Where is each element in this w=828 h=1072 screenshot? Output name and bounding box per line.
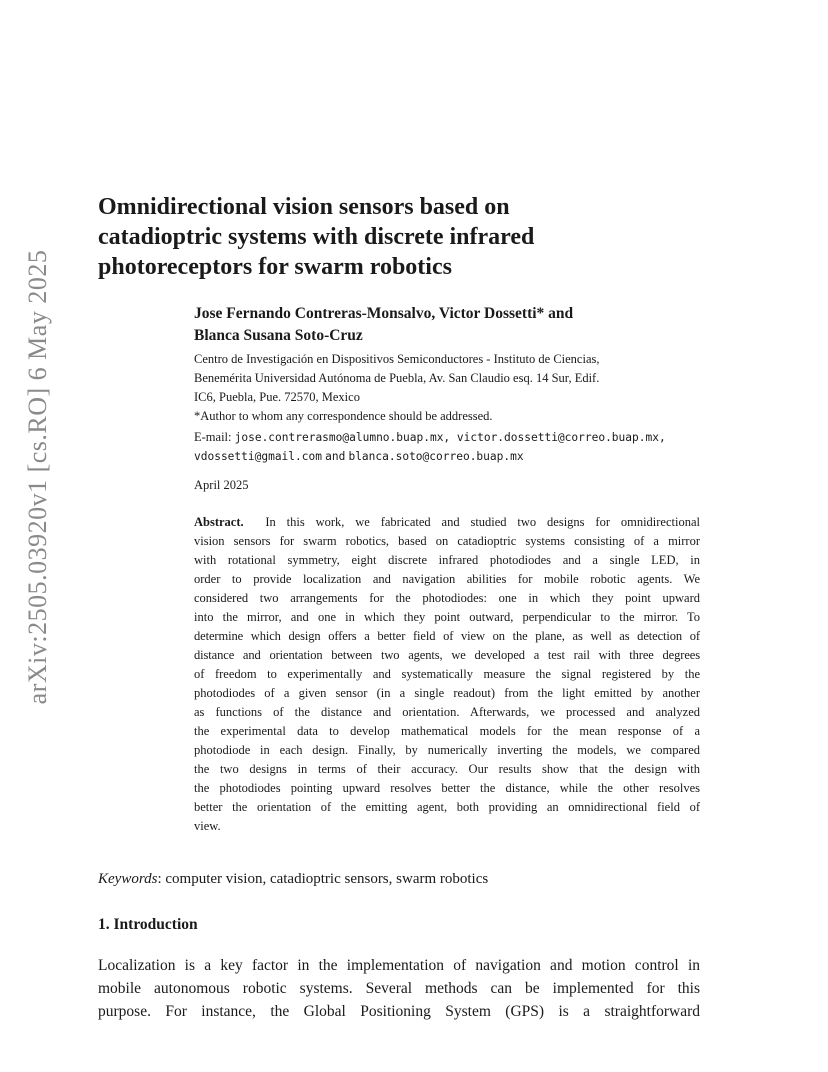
abstract-line: considered two arrangements for the photodiodes: one in which they point upward xyxy=(194,591,700,605)
email-line xyxy=(194,447,714,466)
author-list xyxy=(194,303,714,347)
abstract-heading: Abstract. xyxy=(194,515,244,529)
keywords xyxy=(98,871,488,888)
abstract-line: photodiode in each design. Finally, by numerically inverting the models, we compared xyxy=(194,743,700,757)
paragraph-line: purpose. For instance, the Global Positioning System (GPS) is a straightforward xyxy=(98,1003,700,1020)
email-block xyxy=(194,428,714,466)
author-line: Jose Fernando Contreras-Monsalvo, Victor Dossetti* and xyxy=(194,305,574,322)
affiliation-line: Centro de Investigación en Dispositivos Semiconductores - Instituto de Ciencias, xyxy=(194,352,600,366)
abstract-line: better the orientation of the emitting agent, both providing an omnidirectional field of xyxy=(194,800,700,814)
abstract-line: distance and orientation between two agents, we developed a test rail with three degrees xyxy=(194,648,700,662)
abstract-line: photodiodes of a given sensor (in a single readout) from the light emitted by another xyxy=(194,686,700,700)
abstract-line: order to provide localization and navigation abilities for mobile robotic agents. We xyxy=(194,572,700,586)
title-line: photoreceptors for swarm robotics xyxy=(98,254,452,280)
author-line: Blanca Susana Soto-Cruz xyxy=(194,327,363,344)
abstract-line: determine which design offers a better field of view on the plane, as well as detection of xyxy=(194,629,700,643)
abstract-line: vision sensors for swarm robotics, based on catadioptric systems consisting of a mirror xyxy=(194,534,700,548)
email-line xyxy=(194,428,714,447)
abstract-line: the photodiodes pointing upward resolves better the distance, while the other resolves xyxy=(194,781,700,795)
abstract-line: the two designs in terms of their accuracy. Our results show that the design with xyxy=(194,762,700,776)
email-addresses[interactable]: jose.contrerasmo@alumno.buap.mx, victor.dossetti@correo.buap.mx, xyxy=(234,431,666,444)
arxiv-side-stamp xyxy=(18,249,58,705)
introduction-paragraph xyxy=(98,954,700,1023)
keywords-text: : computer vision, catadioptric sensors, swarm robotics xyxy=(157,871,489,887)
paper-title xyxy=(98,192,658,282)
abstract-text: In this work, we fabricated and studied two designs for omnidirectional xyxy=(265,515,700,529)
arxiv-identifier: arXiv:2505.03920v1 [cs.RO] 6 May 2025 xyxy=(23,249,52,705)
correspondence-note: *Author to whom any correspondence should be addressed. xyxy=(194,409,493,423)
keywords-label: Keywords xyxy=(98,871,158,887)
abstract-line: the experimental data to develop mathematical models for the mean response of a xyxy=(194,724,700,738)
abstract xyxy=(194,513,700,836)
email-address[interactable]: blanca.soto@correo.buap.mx xyxy=(348,450,524,463)
affiliation-line: IC6, Puebla, Pue. 72570, Mexico xyxy=(194,390,360,404)
publication-date: April 2025 xyxy=(194,478,249,492)
email-conjunction: and xyxy=(325,450,346,463)
email-address[interactable]: vdossetti@gmail.com xyxy=(194,450,322,463)
abstract-line: view. xyxy=(194,819,221,833)
abstract-line: with rotational symmetry, eight discrete infrared photodiodes and a single LED, in xyxy=(194,553,700,567)
affiliation-line: Benemérita Universidad Autónoma de Puebla, Av. San Claudio esq. 14 Sur, Edif. xyxy=(194,371,600,385)
title-line: Omnidirectional vision sensors based on xyxy=(98,194,510,220)
paragraph-line: Localization is a key factor in the implementation of navigation and motion control in xyxy=(98,957,700,974)
abstract-line xyxy=(194,513,700,532)
affiliation-block xyxy=(194,350,714,426)
abstract-line: into the mirror, and one in which they point outward, perpendicular to the mirror. To xyxy=(194,610,700,624)
email-label: E-mail: xyxy=(194,430,232,444)
abstract-line: of freedom to experimentally and systematically measure the signal registered by the xyxy=(194,667,700,681)
section-heading: 1. Introduction xyxy=(98,916,198,933)
abstract-line: as functions of the distance and orientation. Afterwards, we processed and analyzed xyxy=(194,705,700,719)
title-line: catadioptric systems with discrete infrared xyxy=(98,224,535,250)
paragraph-line: mobile autonomous robotic systems. Several methods can be implemented for this xyxy=(98,980,700,997)
